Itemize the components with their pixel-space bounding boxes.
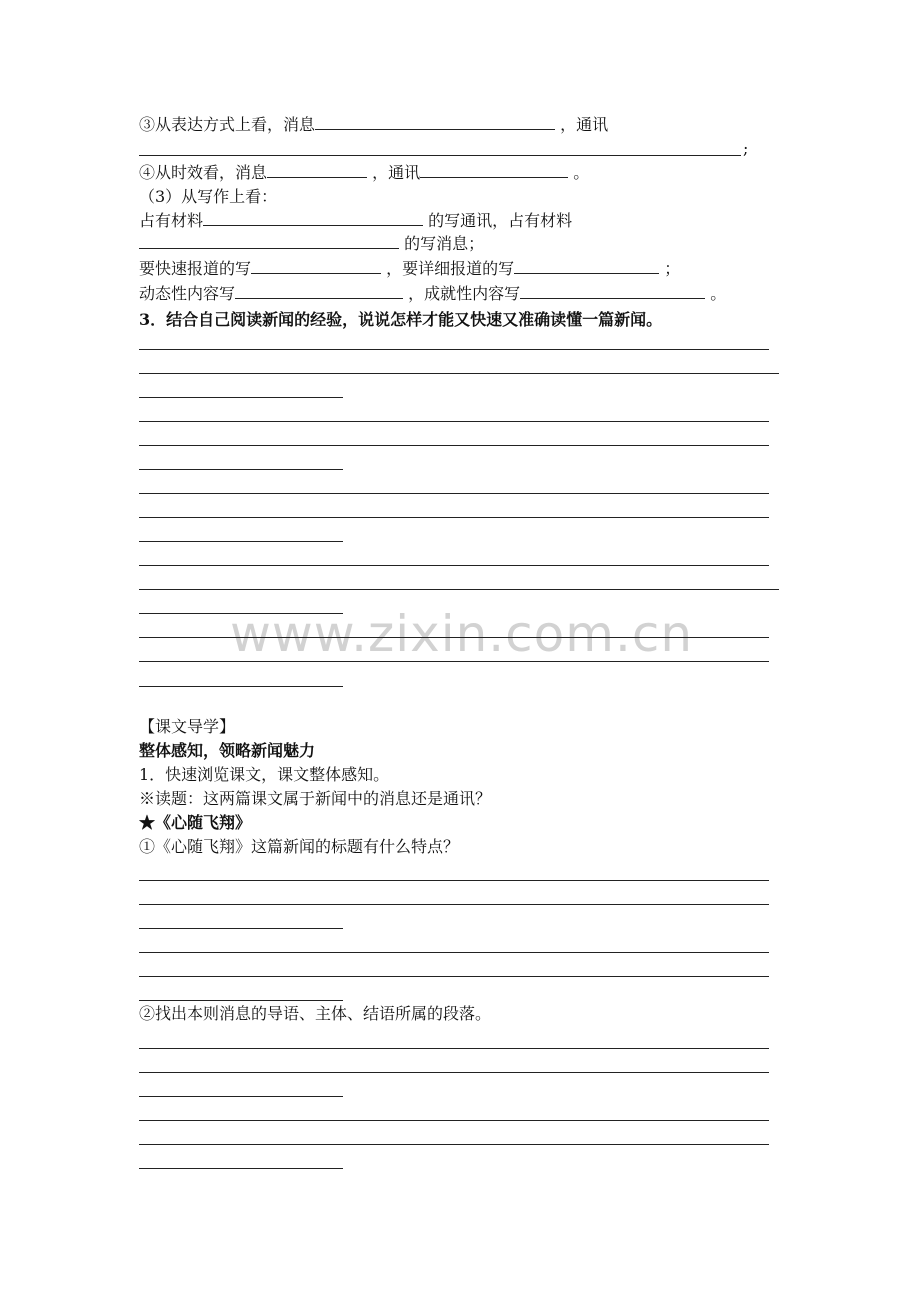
- answer-line[interactable]: [139, 1144, 769, 1145]
- material-message-label: 的写消息；: [404, 234, 485, 253]
- achievement-label: ，成就性内容写: [408, 284, 521, 303]
- line-reporting-speed: [139, 258, 680, 279]
- line-material: [139, 210, 572, 231]
- blank-material-comm[interactable]: [203, 210, 423, 226]
- answer-line[interactable]: [139, 517, 769, 518]
- blank-message-expression[interactable]: [315, 114, 555, 130]
- answer-line[interactable]: [139, 541, 343, 542]
- timeliness-label: ④从时效看，消息: [139, 163, 268, 182]
- semicolon-end: ;: [743, 139, 749, 158]
- expression-comm-label: ，通讯: [560, 115, 609, 134]
- answer-line[interactable]: [139, 880, 769, 881]
- material-comm-label: 的写通讯，占有材料: [428, 211, 573, 230]
- answer-line[interactable]: [139, 952, 769, 953]
- question-3: 3．结合自己阅读新闻的经验，说说怎样才能又快速又准确读懂一篇新闻。: [139, 310, 663, 329]
- answer-line[interactable]: [139, 1000, 343, 1001]
- blank-material-message[interactable]: [139, 233, 399, 249]
- answer-line[interactable]: [139, 493, 769, 494]
- item-1: 1．快速浏览课文，课文整体感知。: [139, 765, 390, 784]
- question-headline: ①《心随飞翔》这篇新闻的标题有什么特点？: [139, 837, 460, 856]
- answer-line[interactable]: [139, 1072, 769, 1073]
- period: 。: [573, 163, 590, 182]
- line-content-type: [139, 283, 726, 304]
- blank-comm-timeliness[interactable]: [420, 162, 568, 178]
- answer-line[interactable]: [139, 445, 769, 446]
- answer-line[interactable]: [139, 1168, 343, 1169]
- answer-line[interactable]: [139, 1096, 343, 1097]
- answer-line[interactable]: [139, 613, 343, 614]
- answer-line[interactable]: [139, 565, 769, 566]
- answer-line[interactable]: [139, 397, 343, 398]
- answer-line[interactable]: [139, 686, 343, 687]
- period: 。: [710, 284, 727, 303]
- answer-line[interactable]: [139, 661, 769, 662]
- answer-line[interactable]: [139, 976, 769, 977]
- question-structure: ②找出本则消息的导语、主体、结语所属的段落。: [139, 1004, 492, 1023]
- blank-message-timeliness[interactable]: [267, 162, 367, 178]
- answer-line[interactable]: [139, 469, 343, 470]
- timeliness-comm-label: ，通讯: [372, 163, 421, 182]
- expression-label: ③从表达方式上看，消息: [139, 115, 316, 134]
- article-title: ★《心随飞翔》: [139, 813, 252, 832]
- answer-line[interactable]: [139, 373, 779, 374]
- blank-dynamic-content[interactable]: [235, 283, 403, 299]
- answer-line[interactable]: [139, 928, 343, 929]
- blank-achievement-content[interactable]: [520, 283, 705, 299]
- speed-label: 要快速报道的写: [139, 259, 252, 278]
- line-material-2: [139, 233, 484, 254]
- reading-question: ※读题：这两篇课文属于新闻中的消息还是通讯？: [139, 789, 492, 808]
- answer-line[interactable]: [139, 1120, 769, 1121]
- section-subheader: 整体感知，领略新闻魅力: [139, 741, 316, 760]
- line-expression-style: [139, 114, 608, 135]
- section-header: 【课文导学】: [139, 717, 236, 736]
- answer-line[interactable]: [139, 1048, 769, 1049]
- answer-line[interactable]: [139, 904, 769, 905]
- detail-label: ，要详细报道的写: [386, 259, 515, 278]
- blank-fast-report[interactable]: [251, 258, 381, 274]
- watermark: www.zixin.com.cn: [230, 605, 694, 663]
- line-timeliness: [139, 162, 589, 183]
- blank-detail-report[interactable]: [514, 258, 659, 274]
- answer-line[interactable]: [139, 349, 769, 350]
- material-label: 占有材料: [139, 211, 204, 230]
- answer-line[interactable]: [139, 637, 769, 638]
- answer-line[interactable]: [139, 589, 779, 590]
- writing-perspective-heading: （3）从写作上看：: [139, 187, 278, 206]
- semicolon: ；: [664, 259, 681, 278]
- blank-comm-expression[interactable]: [139, 155, 741, 156]
- dynamic-label: 动态性内容写: [139, 284, 236, 303]
- answer-line[interactable]: [139, 421, 769, 422]
